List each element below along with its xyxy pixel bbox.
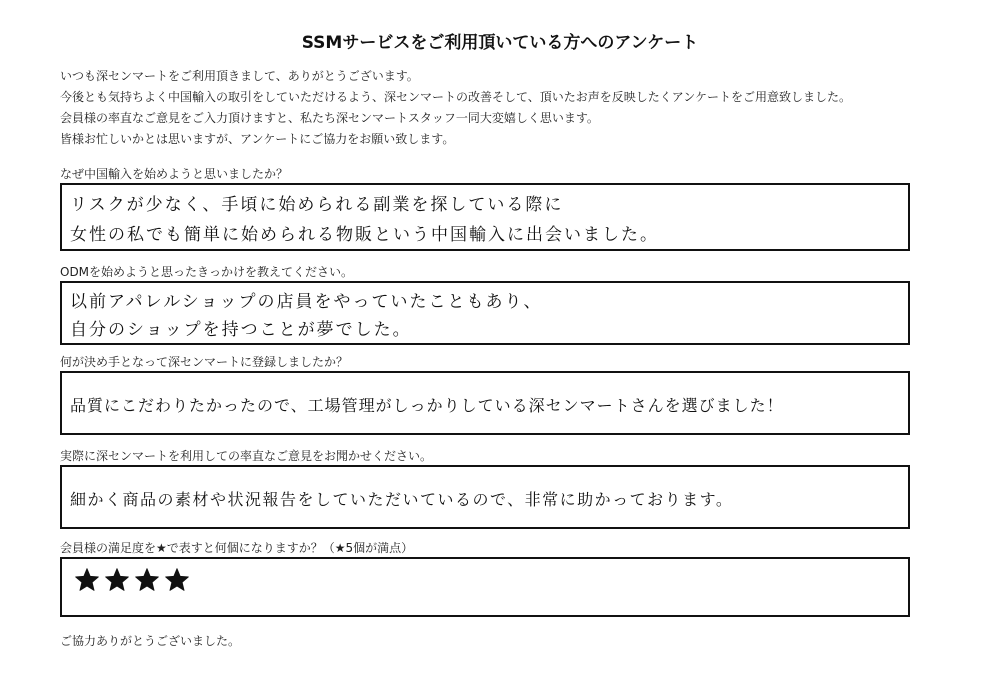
question-3-label: 何が決め手となって深センマートに登録しましたか？ [60, 355, 349, 369]
answer-4-line-1: 細かく商品の素材や状況報告をしていただいているので、非常に助かっております。 [70, 490, 734, 509]
star-icon [134, 567, 160, 593]
answer-2-line-2: 自分のショップを持つことが夢でした。 [70, 320, 412, 340]
intro-line: 会員様の率直なご意見をご入力頂けますと、私たち深センマートスタッフ一同大変嬉しく思います。 [60, 111, 599, 125]
star-icon [104, 567, 130, 593]
closing-text: ご協力ありがとうございました。 [60, 634, 241, 648]
star-icon [74, 567, 100, 593]
answer-3-line-1: 品質にこだわりたかったので、工場管理がしっかりしている深センマートさんを選びました！ [70, 396, 784, 415]
star-rating [74, 567, 190, 593]
answer-1-line-2: 女性の私でも簡単に始められる物販という中国輸入に出会いました。 [70, 225, 659, 245]
answer-2-box[interactable] [60, 281, 910, 345]
intro-line: 皆様お忙しいかとは思いますが、アンケートにご協力をお願い致します。 [60, 132, 455, 146]
rating-box[interactable] [60, 557, 910, 617]
intro-line: いつも深センマートをご利用頂きまして、ありがとうございます。 [60, 69, 419, 83]
answer-4-box[interactable] [60, 465, 910, 529]
survey-title: SSMサービスをご利用頂いている方へのアンケート [301, 33, 699, 53]
question-5-label: 会員様の満足度を★で表すと何個になりますか？（★5個が満点） [60, 541, 414, 555]
intro-line: 今後とも気持ちよく中国輸入の取引をしていただけるよう、深センマートの改善そして、頂いたお声を反映したくアンケートをご用意致しました。 [60, 90, 852, 104]
answer-1-line-1: リスクが少なく、手頃に始められる副業を探している際に [70, 195, 564, 215]
answer-2-line-1: 以前アパレルショップの店員をやっていたこともあり、 [70, 292, 543, 312]
question-2-label: ODMを始めようと思ったきっかけを教えてください。 [60, 265, 354, 279]
intro-text [60, 66, 960, 150]
star-icon [164, 567, 190, 593]
answer-1-box[interactable] [60, 183, 910, 251]
question-1-label: なぜ中国輸入を始めようと思いましたか？ [60, 167, 289, 181]
question-4-label: 実際に深センマートを利用しての率直なご意見をお聞かせください。 [60, 449, 433, 463]
answer-3-box[interactable] [60, 371, 910, 435]
